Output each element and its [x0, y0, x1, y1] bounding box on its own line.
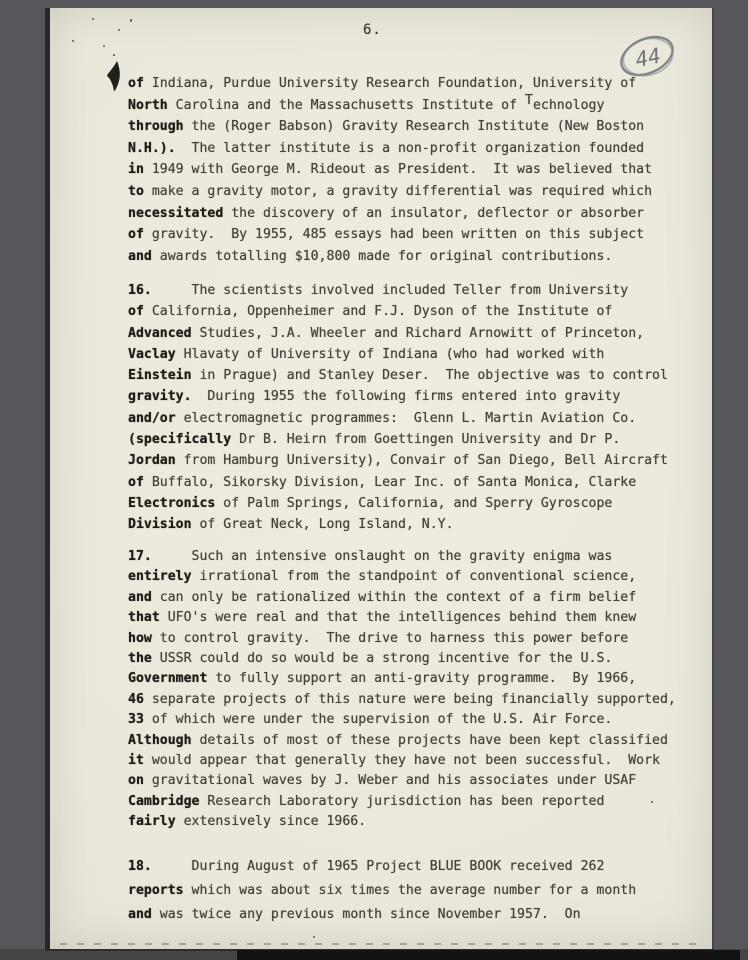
text-line: necessitated the discovery of an insulator, deflector or absorber — [128, 205, 645, 221]
text-line: Although details of most of these projects have been kept classified — [128, 732, 668, 748]
text-line: Einstein in Prague) and Stanley Deser. The objective was to control — [128, 368, 668, 384]
stamp-number: 44 — [633, 43, 663, 73]
text-line: of California, Oppenheimer and F.J. Dyson of the Institute of — [128, 304, 613, 320]
page-number: 6. — [363, 22, 382, 38]
scan-speck — [92, 18, 94, 20]
paragraph-16 — [128, 280, 668, 536]
text-line: North Carolina and the Massachusetts Institute of Technology — [128, 92, 605, 113]
scan-speck — [313, 936, 315, 938]
scan-speck — [118, 29, 120, 31]
text-line: Government to fully support an anti-gravity programme. By 1966, — [128, 671, 637, 687]
text-line: Jordan from Hamburg University), Convair of San Diego, Bell Aircraft — [128, 453, 668, 469]
text-line: of Indiana, Purdue University Research Foundation, University of — [128, 76, 637, 91]
text-line: the USSR could do so would be a strong incentive for the U.S. — [128, 651, 613, 667]
text-line: gravity. During 1955 the following firms entered into gravity — [128, 389, 621, 405]
text-line: reports which was about six times the average number for a month — [128, 883, 637, 898]
text-line: through the (Roger Babson) Gravity Research Institute (New Boston — [128, 119, 645, 135]
text-line: 46 separate projects of this nature were being financially supported, — [128, 691, 676, 707]
text-line: 33 of which were under the supervision of the U.S. Air Force. — [128, 712, 613, 728]
scan-black-bar — [237, 950, 740, 960]
document-page — [45, 8, 714, 949]
text-line: Advanced Studies, J.A. Wheeler and Richard Arnowitt of Princeton, — [128, 325, 645, 341]
text-line: Vaclay Hlavaty of University of Indiana (who had worked with — [128, 346, 605, 362]
text-line: 17. Such an intensive onslaught on the gravity enigma was — [128, 549, 613, 564]
text-line: that UFO's were real and that the intelligences behind them knew — [128, 610, 637, 626]
scan-speck — [130, 19, 132, 22]
scan-speck — [103, 45, 105, 47]
text-line: entirely irrational from the standpoint of conventional science, — [128, 569, 637, 585]
text-line: fairly extensively since 1966. — [128, 814, 367, 830]
text-line: it would appear that generally they have not been successful. Work — [128, 753, 660, 769]
paragraph-15-continuation — [128, 73, 652, 267]
text-line: and awards totalling $10,800 made for original contributions. — [128, 248, 613, 264]
text-line: (specifically Dr B. Heirn from Goettingen University and Dr P. — [128, 432, 621, 448]
text-line: to make a gravity motor, a gravity differential was required which — [128, 183, 653, 199]
paragraph-18 — [128, 855, 636, 927]
scan-speck — [113, 54, 115, 56]
text-line: how to control gravity. The drive to harness this power before — [128, 630, 629, 646]
text-line: of gravity. By 1955, 485 essays had been written on this subject — [128, 227, 645, 243]
paragraph-17 — [128, 547, 676, 833]
ink-blot — [104, 60, 124, 94]
text-line: and was twice any previous month since November 1957. On — [128, 907, 581, 922]
text-line: N.H.). The latter institute is a non-profit organization founded — [128, 140, 645, 156]
text-line: of Buffalo, Sikorsky Division, Lear Inc. of Santa Monica, Clarke — [128, 474, 637, 490]
text-line: in 1949 with George M. Rideout as President. It was believed that — [128, 162, 653, 178]
text-line: 16. The scientists involved included Teller from University — [128, 283, 629, 298]
text-line: and/or electromagnetic programmes: Glenn L. Martin Aviation Co. — [128, 410, 637, 426]
text-line: 18. During August of 1965 Project BLUE BOOK received 262 — [128, 859, 605, 874]
scan-speck — [72, 40, 74, 42]
text-line: on gravitational waves by J. Weber and his associates under USAF — [128, 773, 637, 789]
text-line: Division of Great Neck, Long Island, N.Y. — [128, 517, 454, 533]
text-line: and can only be rationalized within the context of a firm belief — [128, 589, 637, 605]
text-line: Electronics of Palm Springs, California, and Sperry Gyroscope — [128, 495, 613, 511]
text-line: Cambridge Research Laboratory jurisdiction has been reported — [128, 793, 605, 809]
